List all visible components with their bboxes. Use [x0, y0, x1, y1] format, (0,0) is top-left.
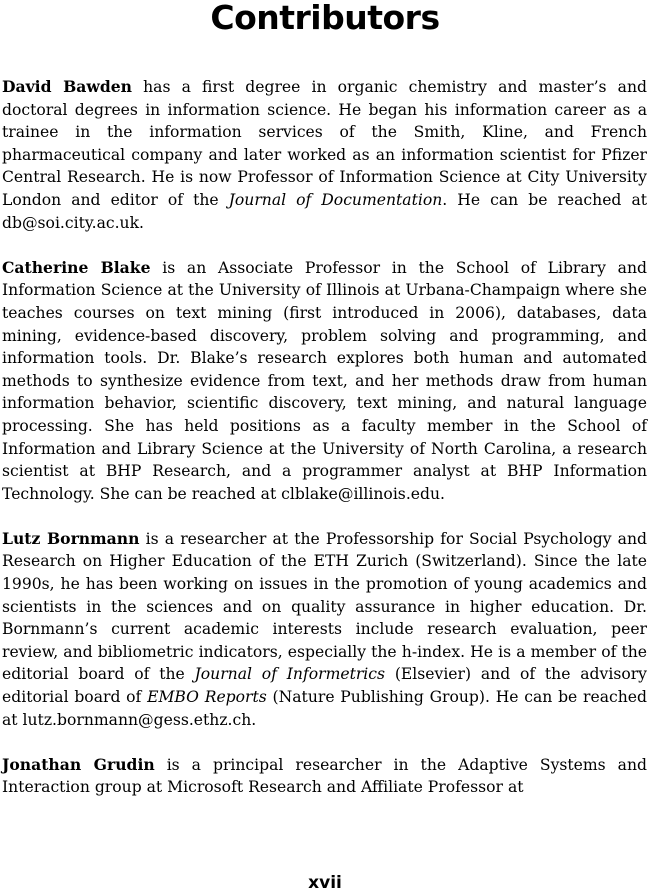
contributor-name: Catherine Blake	[2, 257, 151, 277]
contributor-name: Lutz Bornmann	[2, 528, 140, 548]
page-title: Contributors	[210, 0, 440, 37]
journal-title: Journal of Informetrics	[194, 665, 386, 684]
contributor-bio-end: . He can be reached at db@soi.city.ac.uk.	[2, 190, 648, 232]
contributor-entry-blake	[2, 257, 647, 506]
contributor-entry-bornmann	[2, 528, 647, 731]
contributor-name: David Bawden	[2, 77, 132, 96]
journal-title: EMBO Reports	[147, 688, 267, 707]
contributor-name: Jonathan Grudin	[2, 754, 155, 774]
contributor-bio-middle: (Elsevier) and of the advisory editorial board of	[2, 665, 647, 707]
page-number: xvii	[308, 873, 342, 893]
contributor-bio: has a first degree in organic chemistry and master’s and doctoral degrees in information science. He began his information career as a trainee in the information services of the Smith, Kline, and French pharmaceutical company and later worked as an information scientist for Pfizer Central Research. He is now Professor of Information Science at City University London and editor of the	[2, 78, 647, 209]
contributors-list	[2, 76, 647, 822]
contributor-entry-grudin	[2, 754, 647, 799]
contributor-bio: is a principal researcher in the Adaptive Systems and Interaction group at Microsoft Research and Affiliate Professor at	[2, 755, 647, 797]
contributor-bio-end: (Nature Publishing Group). He can be reached at lutz.bornmann@gess.ethz.ch.	[2, 688, 647, 729]
contributor-entry-bawden	[2, 76, 647, 234]
contributor-bio: is an Associate Professor in the School of Library and Information Science at the University of Illinois at Urbana-Champaign where she teaches courses on text mining (first introduced in 2006), databases, data mining, evidence-based discovery, problem solving and programming, and information tools. Dr. Blake’s research explores both human and automated methods to synthesize evidence from text, and her methods draw from human information behavior, scientific discovery, text mining, and natural language processing. She has held positions as a faculty member in the School of Information and Library Science at the University of North Carolina, a research scientist at BHP Research, and a programmer analyst at BHP Information Technology. She can be reached at clblake@illinois.edu.	[2, 258, 647, 503]
journal-title: Journal of Documentation	[228, 190, 443, 209]
contributor-bio: is a researcher at the Professorship for Social Psychology and Research on Higher Education of the ETH Zurich (Switzerland). Since the late 1990s, he has been working on issues in the promotion of young academics and scientists in the sciences and on quality assurance in higher education. Dr. Bornmann’s current academic interests include research evaluation, peer review, and bibliometric indicators, especially the h-index. He is a member of the editorial board of the	[2, 529, 648, 684]
